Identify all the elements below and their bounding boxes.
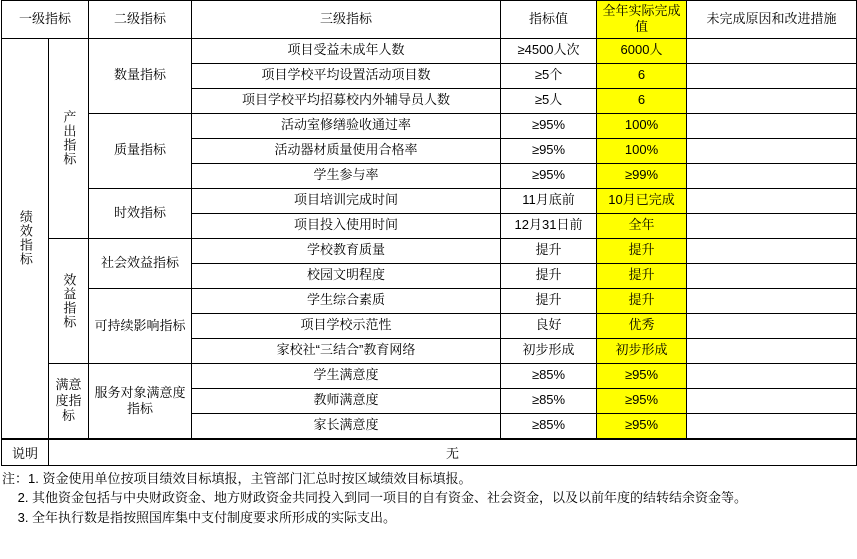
- cell-indicator-name: 项目培训完成时间: [192, 188, 501, 213]
- cell-note: [687, 263, 857, 288]
- cell-indicator-name: 活动室修缮验收通过率: [192, 113, 501, 138]
- cell-target: ≥85%: [501, 363, 597, 388]
- cell-note: [687, 138, 857, 163]
- cell-note: [687, 63, 857, 88]
- cell-sub-social-benefit: 社会效益指标: [89, 238, 192, 288]
- cell-note: [687, 363, 857, 388]
- header-actual-value: 全年实际完成值: [597, 1, 687, 39]
- cell-indicator-name: 校园文明程度: [192, 263, 501, 288]
- cell-indicator-name: 学校教育质量: [192, 238, 501, 263]
- cell-sub-quality: 质量指标: [89, 113, 192, 188]
- cell-actual: 100%: [597, 138, 687, 163]
- cell-indicator-name: 活动器材质量使用合格率: [192, 138, 501, 163]
- table-row: [2, 38, 857, 63]
- cell-target: ≥85%: [501, 388, 597, 413]
- footnote-2: 2. 其他资金包括与中央财政资金、地方财政资金共同投入到同一项目的自有资金、社会资金，以及以前年度的结转结余资金等。: [17, 490, 748, 505]
- cell-note: [687, 38, 857, 63]
- cell-indicator-name: 项目投入使用时间: [192, 213, 501, 238]
- cell-target: 11月底前: [501, 188, 597, 213]
- explanation-table: [1, 439, 857, 466]
- explanation-value: 无: [49, 439, 857, 465]
- cell-sub-service-satisfaction: 服务对象满意度指标: [89, 363, 192, 438]
- table-row: [2, 363, 857, 388]
- cell-target: ≥95%: [501, 113, 597, 138]
- cell-target: ≥95%: [501, 163, 597, 188]
- cell-note: [687, 238, 857, 263]
- cell-target: 提升: [501, 263, 597, 288]
- cell-level2-benefit: 效益指标: [49, 238, 89, 363]
- cell-indicator-name: 学生参与率: [192, 163, 501, 188]
- cell-note: [687, 88, 857, 113]
- cell-actual: 提升: [597, 263, 687, 288]
- cell-indicator-name: 家长满意度: [192, 413, 501, 438]
- cell-note: [687, 163, 857, 188]
- cell-target: ≥85%: [501, 413, 597, 438]
- table-row: [2, 238, 857, 263]
- cell-indicator-name: 项目学校示范性: [192, 313, 501, 338]
- cell-sub-timeliness: 时效指标: [89, 188, 192, 238]
- cell-level2-output: 产出指标: [49, 38, 89, 238]
- table-row: [2, 288, 857, 313]
- cell-indicator-name: 教师满意度: [192, 388, 501, 413]
- cell-target: ≥95%: [501, 138, 597, 163]
- cell-note: [687, 338, 857, 363]
- cell-actual: 提升: [597, 288, 687, 313]
- table-row: [2, 188, 857, 213]
- header-level1: [2, 1, 89, 39]
- cell-target: 初步形成: [501, 338, 597, 363]
- cell-note: [687, 413, 857, 438]
- header-level2: 二级指标: [89, 1, 192, 39]
- cell-indicator-name: 项目学校平均设置活动项目数: [192, 63, 501, 88]
- header-reason: 未完成原因和改进措施: [687, 1, 857, 39]
- cell-note: [687, 113, 857, 138]
- cell-actual: ≥95%: [597, 413, 687, 438]
- cell-target: 良好: [501, 313, 597, 338]
- cell-target: ≥5人: [501, 88, 597, 113]
- performance-indicator-table: [1, 0, 857, 439]
- cell-target: 12月31日前: [501, 213, 597, 238]
- cell-note: [687, 213, 857, 238]
- cell-note: [687, 288, 857, 313]
- cell-target: 提升: [501, 238, 597, 263]
- cell-actual: 6: [597, 88, 687, 113]
- footnotes: [2, 469, 857, 528]
- cell-target: ≥4500人次: [501, 38, 597, 63]
- header-level3: 三级指标: [192, 1, 501, 39]
- cell-actual: 100%: [597, 113, 687, 138]
- cell-note: [687, 188, 857, 213]
- footnote-3: 3. 全年执行数是指按照国库集中支付制度要求所形成的实际支出。: [17, 509, 397, 525]
- cell-actual: 初步形成: [597, 338, 687, 363]
- cell-actual: 10月已完成: [597, 188, 687, 213]
- cell-sub-quantity: 数量指标: [89, 38, 192, 113]
- cell-actual: ≥95%: [597, 388, 687, 413]
- cell-actual: ≥99%: [597, 163, 687, 188]
- cell-level1-performance: 绩效指标: [2, 38, 49, 438]
- cell-target: 提升: [501, 288, 597, 313]
- cell-actual: 6000人: [597, 38, 687, 63]
- table-row: [2, 113, 857, 138]
- cell-note: [687, 313, 857, 338]
- cell-indicator-name: 项目学校平均招募校内外辅导员人数: [192, 88, 501, 113]
- cell-actual: ≥95%: [597, 363, 687, 388]
- cell-actual: 6: [597, 63, 687, 88]
- table-header-row: [2, 1, 857, 39]
- cell-target: ≥5个: [501, 63, 597, 88]
- header-level1-label: 一级指标: [19, 11, 72, 27]
- cell-indicator-name: 学生综合素质: [192, 288, 501, 313]
- cell-sub-sustainable-impact: 可持续影响指标: [89, 288, 192, 363]
- cell-indicator-name: 项目受益未成年人数: [192, 38, 501, 63]
- cell-indicator-name: 家校社“三结合”教育网络: [192, 338, 501, 363]
- explanation-row: [2, 439, 857, 465]
- cell-level2-satisfaction: 满意度指标: [49, 363, 89, 438]
- footnote-1: 注：1. 资金使用单位按项目绩效目标填报，主管部门汇总时按区域绩效目标填报。: [2, 470, 472, 486]
- explanation-label: 说明: [2, 439, 49, 465]
- cell-indicator-name: 学生满意度: [192, 363, 501, 388]
- cell-actual: 提升: [597, 238, 687, 263]
- cell-actual: 全年: [597, 213, 687, 238]
- cell-actual: 优秀: [597, 313, 687, 338]
- header-target-value: 指标值: [501, 1, 597, 39]
- cell-note: [687, 388, 857, 413]
